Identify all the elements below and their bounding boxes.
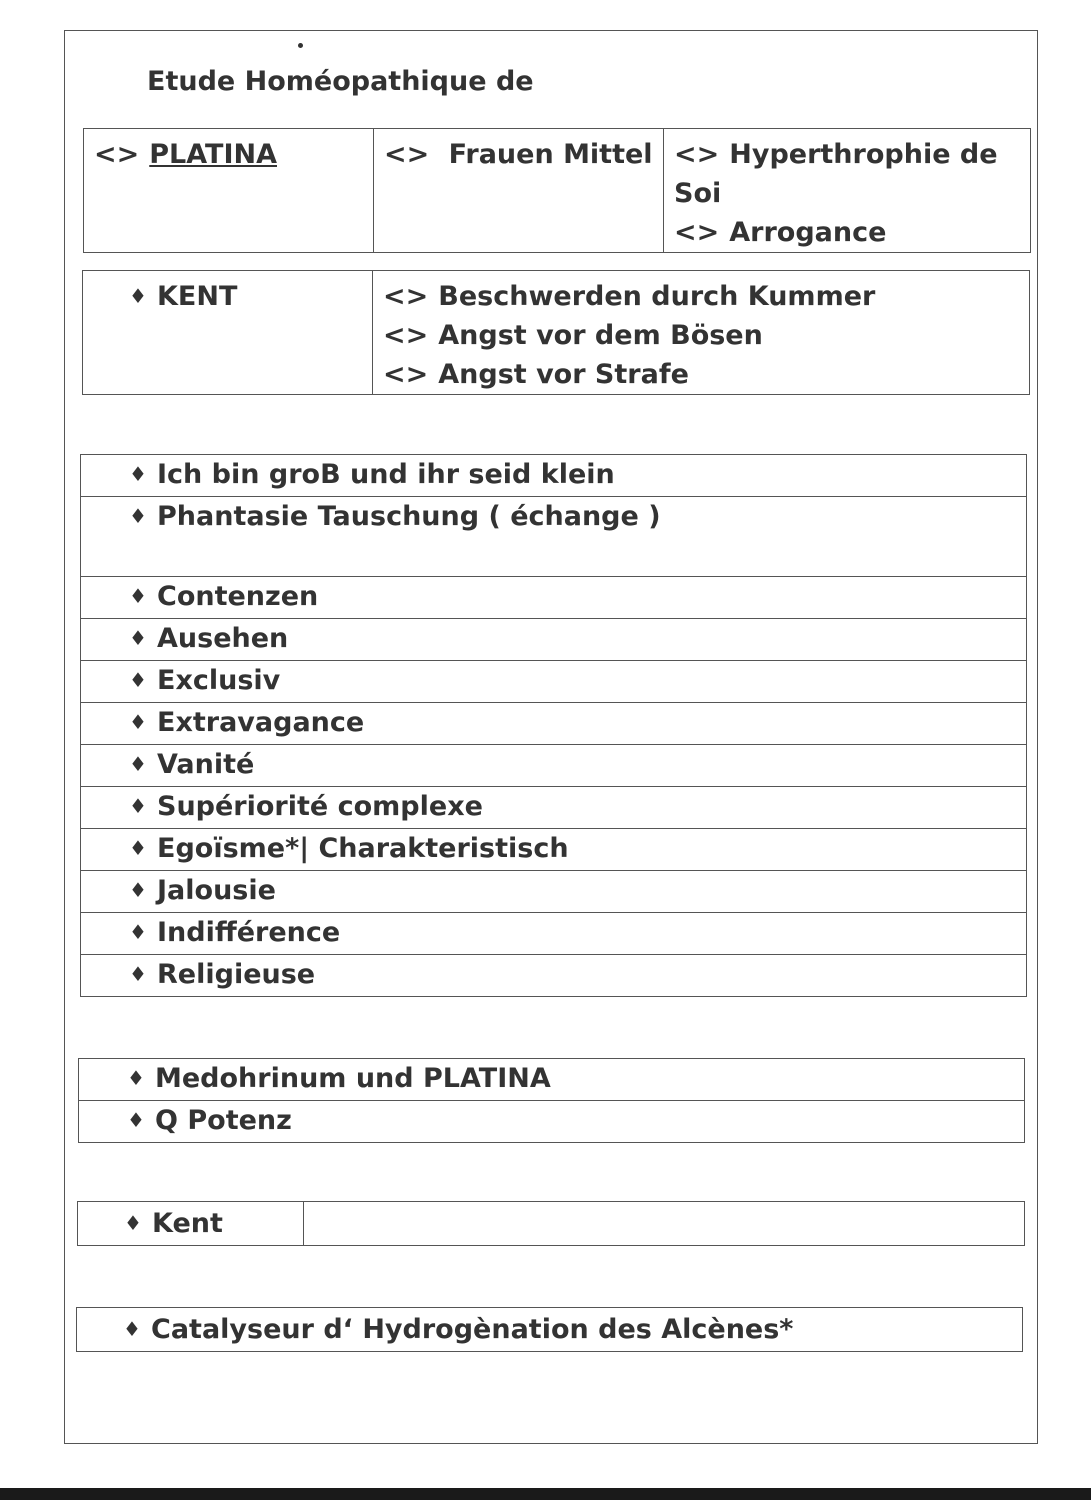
trait-row-label: Egoïsme*| Charakteristisch	[157, 833, 569, 864]
marker: <>	[674, 217, 720, 248]
marker: <>	[94, 139, 140, 170]
marker: <>	[383, 281, 429, 312]
diamond-icon: ♦	[129, 962, 147, 986]
scan-edge	[0, 1488, 1091, 1500]
combo-row-label: Q Potenz	[155, 1105, 292, 1136]
trait-row-label: Phantasie Tauschung ( échange )	[157, 501, 661, 532]
diamond-icon: ♦	[129, 284, 147, 308]
trait-row-label: Jalousie	[157, 875, 276, 906]
diamond-icon: ♦	[127, 1108, 145, 1132]
trait-row-label: Contenzen	[157, 581, 319, 612]
trait-row-label: Vanité	[157, 749, 255, 780]
kent-small-table	[77, 1201, 1025, 1246]
kent-item	[383, 277, 1029, 316]
diamond-icon: ♦	[127, 1066, 145, 1090]
trait-row	[81, 619, 1027, 661]
marker: <>	[383, 359, 429, 390]
trait-label: Hyperthrophie de Soi	[674, 139, 998, 209]
diamond-icon: ♦	[129, 752, 147, 776]
kent-small-value-cell	[304, 1202, 1025, 1246]
kent-head-cell	[83, 271, 373, 395]
diamond-icon: ♦	[129, 626, 147, 650]
trait-row	[81, 829, 1027, 871]
platina-label: PLATINA	[149, 139, 277, 170]
platina-cell	[84, 129, 374, 253]
top-table	[83, 128, 1031, 253]
diamond-icon: ♦	[129, 920, 147, 944]
ink-dot	[298, 43, 303, 48]
trait-row-label: Religieuse	[157, 959, 316, 990]
trait-row	[81, 577, 1027, 619]
catalyst-cell	[77, 1308, 1023, 1352]
trait-row-label: Supériorité complexe	[157, 791, 483, 822]
traits-cell	[664, 129, 1031, 253]
combo-row	[79, 1101, 1025, 1143]
kent-item-label: Angst vor dem Bösen	[438, 320, 763, 351]
combo-row	[79, 1059, 1025, 1101]
marker: <>	[384, 139, 430, 170]
kent-item-label: Angst vor Strafe	[438, 359, 689, 390]
trait-row	[81, 787, 1027, 829]
kent-items-cell	[373, 271, 1030, 395]
diamond-icon: ♦	[129, 668, 147, 692]
combo-row-label: Medohrinum und PLATINA	[155, 1063, 551, 1094]
trait-row	[81, 661, 1027, 703]
trait-row-label: Extravagance	[157, 707, 365, 738]
trait-row	[81, 871, 1027, 913]
kent-table	[82, 270, 1030, 395]
frauen-cell	[374, 129, 664, 253]
catalyst-label: Catalyseur d‘ Hydrogènation des Alcènes*	[151, 1314, 794, 1345]
traits-table	[80, 454, 1027, 997]
trait-row	[81, 455, 1027, 497]
kent-item	[383, 316, 1029, 355]
trait-row	[81, 703, 1027, 745]
trait-row	[81, 913, 1027, 955]
kent-small-label: Kent	[152, 1208, 223, 1239]
diamond-icon: ♦	[129, 504, 147, 528]
trait-row	[81, 497, 1027, 577]
diamond-icon: ♦	[123, 1317, 141, 1341]
trait-label: Arrogance	[729, 217, 887, 248]
kent-label: KENT	[157, 281, 238, 312]
trait-row	[81, 745, 1027, 787]
kent-small-label-cell	[78, 1202, 304, 1246]
diamond-icon: ♦	[129, 462, 147, 486]
catalyst-table	[76, 1307, 1023, 1352]
diamond-icon: ♦	[129, 836, 147, 860]
diamond-icon: ♦	[129, 878, 147, 902]
page-title: Etude Homéopathique de	[147, 66, 534, 97]
diamond-icon: ♦	[124, 1211, 142, 1235]
combo-table	[78, 1058, 1025, 1143]
trait-row-label: Ich bin groB und ihr seid klein	[157, 459, 615, 490]
frauen-label: Frauen Mittel	[448, 139, 653, 170]
trait-line	[674, 213, 1030, 252]
trait-row	[81, 955, 1027, 997]
marker: <>	[383, 320, 429, 351]
marker: <>	[674, 139, 720, 170]
kent-item	[383, 355, 1029, 394]
diamond-icon: ♦	[129, 710, 147, 734]
trait-row-label: Exclusiv	[157, 665, 281, 696]
trait-line	[674, 135, 1030, 213]
trait-row-label: Ausehen	[157, 623, 289, 654]
trait-row-label: Indifférence	[157, 917, 341, 948]
diamond-icon: ♦	[129, 584, 147, 608]
kent-item-label: Beschwerden durch Kummer	[438, 281, 876, 312]
diamond-icon: ♦	[129, 794, 147, 818]
